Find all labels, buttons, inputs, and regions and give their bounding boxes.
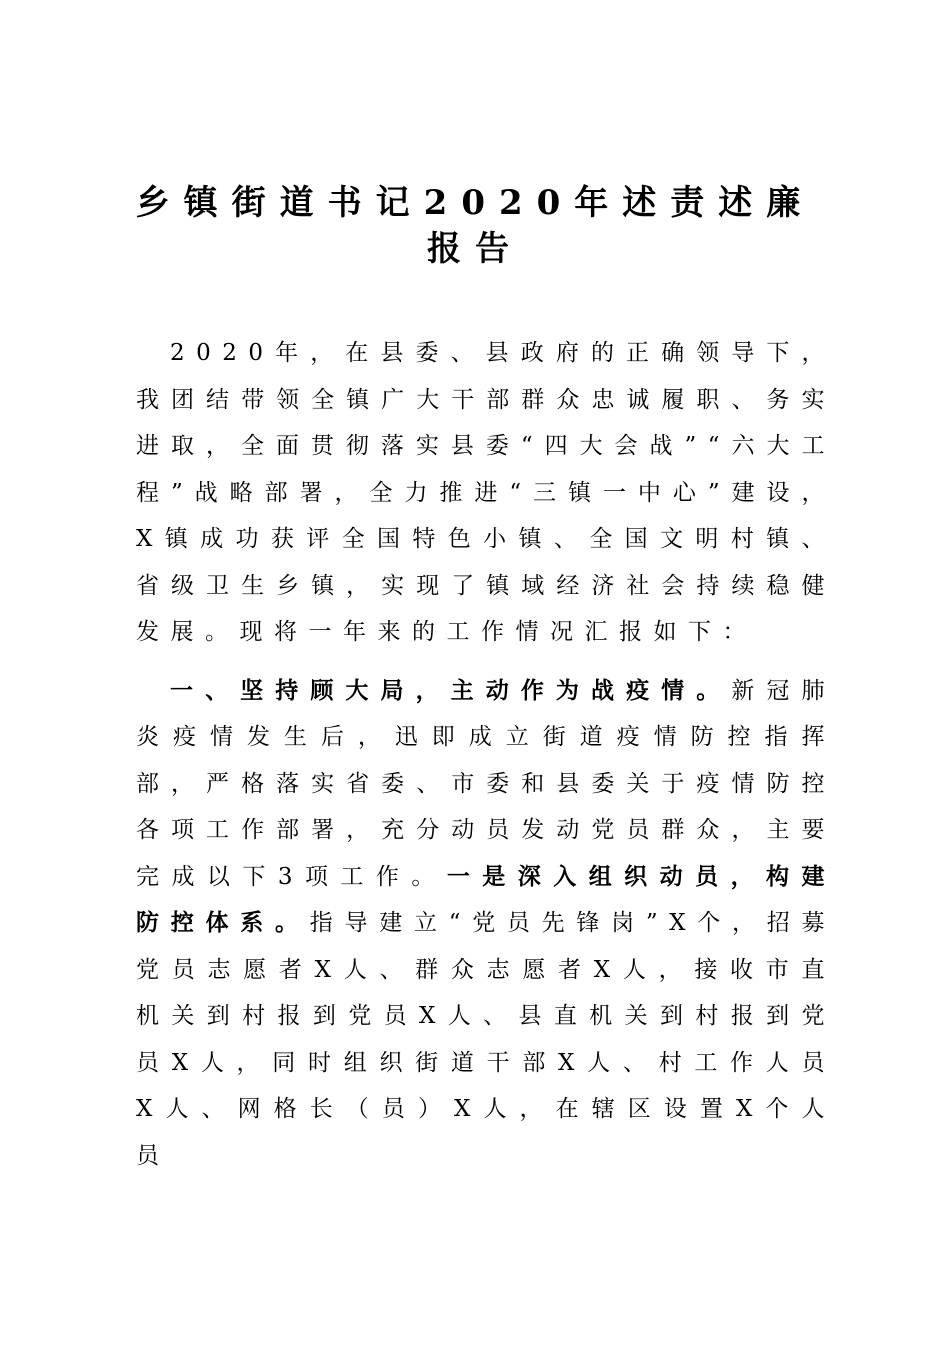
document-title-line-1: 乡镇街道书记2020年述责述廉 (135, 183, 815, 223)
section-one-subheading: 一是深入组织动员，构建防控体系。 (136, 862, 837, 936)
section-one-heading: 一、坚持顾大局，主动作为战疫情。 (170, 676, 732, 704)
intro-text: 2020年，在县委、县政府的正确领导下，我团结带领全镇广大干部群众忠诚履职、务实进取，全面贯彻落实县委“四大会战”“六大工程”战略部署，全力推进“三镇一中心”建设，X镇成功获评全国特色小镇、全国文明村镇、省级卫生乡镇，实现了镇域经济社会持续稳健发展。现将一年来的工作情况汇报如下： (136, 340, 836, 645)
section-one-paragraph (136, 668, 836, 1180)
document-title-line-2: 报告 (427, 229, 523, 269)
intro-paragraph (136, 330, 836, 656)
section-one-text-1: 新冠肺炎疫情发生后，迅即成立街道疫情防控指挥部，严格落实省委、市委和县委关于疫情防控各项工作部署，充分动员发动党员群众，主要完成以下3项工作。 (136, 677, 837, 890)
document-body (136, 330, 836, 1179)
section-one-text-2: 指导建立“党员先锋岗”X个，招募党员志愿者X人、群众志愿者X人，接收市直机关到村报到党员X人、县直机关到村报到党员X人，同时组织街道干部X人、村工作人员X人、网格长（员）X人，在辖区设置X个人员 (136, 910, 837, 1169)
